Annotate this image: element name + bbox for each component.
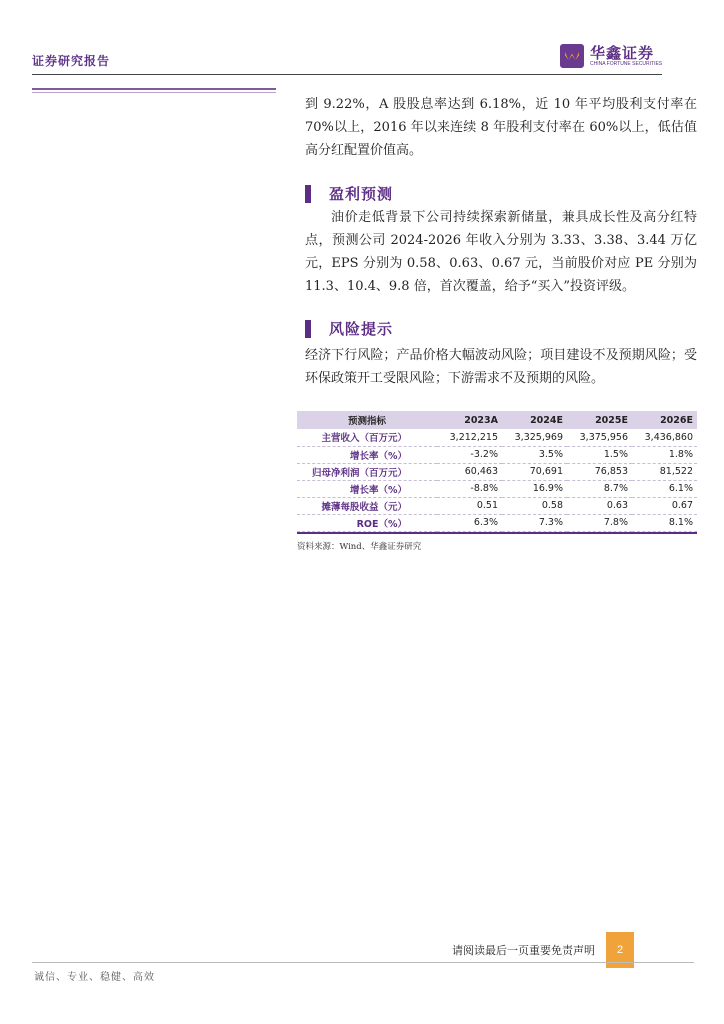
table-cell: 0.58 [541,500,563,511]
paragraph-dividend: 到 9.22%，A 股股息率达到 6.18%，近 10 年平均股利支付率在 70%以上，2016 年以来连续 8 年股利支付率在 60%以上，低估值高分红配置价值高。 [305,97,697,158]
table-header-cell: 2023A [464,414,498,426]
table-header-cell: 2025E [595,414,628,426]
table-row [297,480,697,497]
table-header-cell: 2026E [660,414,693,426]
table-cell: 6.1% [668,483,693,494]
section-title: 盈利预测 [329,185,394,203]
table-row [297,463,697,480]
table-cell: 1.5% [603,449,628,460]
table-cell: -3.2% [470,449,498,460]
logo-en-text: CHINA FORTUNE SECURITIES [590,60,663,67]
table-cell: -8.8% [470,483,498,494]
table-source-note: 资料来源：Wind、华鑫证券研究 [297,542,422,552]
company-logo [560,44,662,68]
table-cell: 8.1% [668,517,693,528]
table-row [297,497,697,514]
section-heading-forecast [305,183,393,204]
table-cell: 3.5% [538,449,563,460]
section-heading-risk [305,318,393,339]
table-bottom-rule [297,532,697,534]
table-cell: 16.9% [532,483,563,494]
table-cell: 0.63 [606,500,628,511]
table-cell: 3,212,215 [449,431,498,443]
row-label: 增长率（%） [349,484,407,496]
table-cell: 6.3% [473,517,498,528]
section-marker [305,185,311,203]
table-cell: 7.3% [538,517,563,528]
header-divider [32,74,662,75]
sidebar-decoration [32,88,276,95]
disclaimer-link[interactable]: 请阅读最后一页重要免责声明 [452,944,595,957]
logo-mark-icon [560,44,584,68]
table-row [297,514,697,531]
table-cell: 8.7% [603,483,628,494]
table-header-cell: 2024E [530,414,563,426]
table-cell: 70,691 [529,466,563,477]
section-title: 风险提示 [329,320,394,338]
table-cell: 0.51 [476,500,498,511]
table-row [297,446,697,463]
table-header-row [297,411,697,429]
footer-divider [32,962,694,963]
row-label: 摊薄每股收益（元） [321,501,407,513]
report-type-title: 证券研究报告 [32,54,111,68]
table-cell: 0.67 [671,500,693,511]
table-cell: 81,522 [659,466,693,477]
table-cell: 3,325,969 [514,431,563,443]
table-cell: 3,436,860 [644,431,693,443]
row-label: 归母净利润（百万元） [311,467,407,479]
table-cell: 76,853 [594,466,628,477]
table-cell: 1.8% [668,449,693,460]
table-row [297,429,697,446]
row-label: ROE（%） [356,518,407,530]
section-marker [305,320,311,338]
row-label: 增长率（%） [349,450,407,462]
row-label: 主营收入（百万元） [321,433,407,445]
table-cell: 3,375,956 [579,431,628,443]
table-cell: 60,463 [464,466,498,477]
forecast-table [297,411,697,534]
company-motto: 诚信、专业、稳健、高效 [34,972,155,983]
logo-cn-text: 华鑫证券 [590,43,655,62]
paragraph-forecast: 油价走低背景下公司持续探索新储量，兼具成长性及高分红特点，预测公司 2024-2026 年收入分别为 3.33、3.38、3.44 万亿元，EPS 分别为 0.58、0.63、0.67 元，当前股价对应 PE 分别为 11.3、10.4、9.8 倍，首次覆盖，给予“买入”投资评级。 [305,210,697,294]
page-number-badge: 2 [606,932,634,968]
paragraph-risk: 经济下行风险；产品价格大幅波动风险；项目建设不及预期风险；受环保政策开工受限风险；下游需求不及预期的风险。 [305,348,697,386]
table-cell: 7.8% [603,517,628,528]
table-header-cell: 预测指标 [347,416,386,427]
